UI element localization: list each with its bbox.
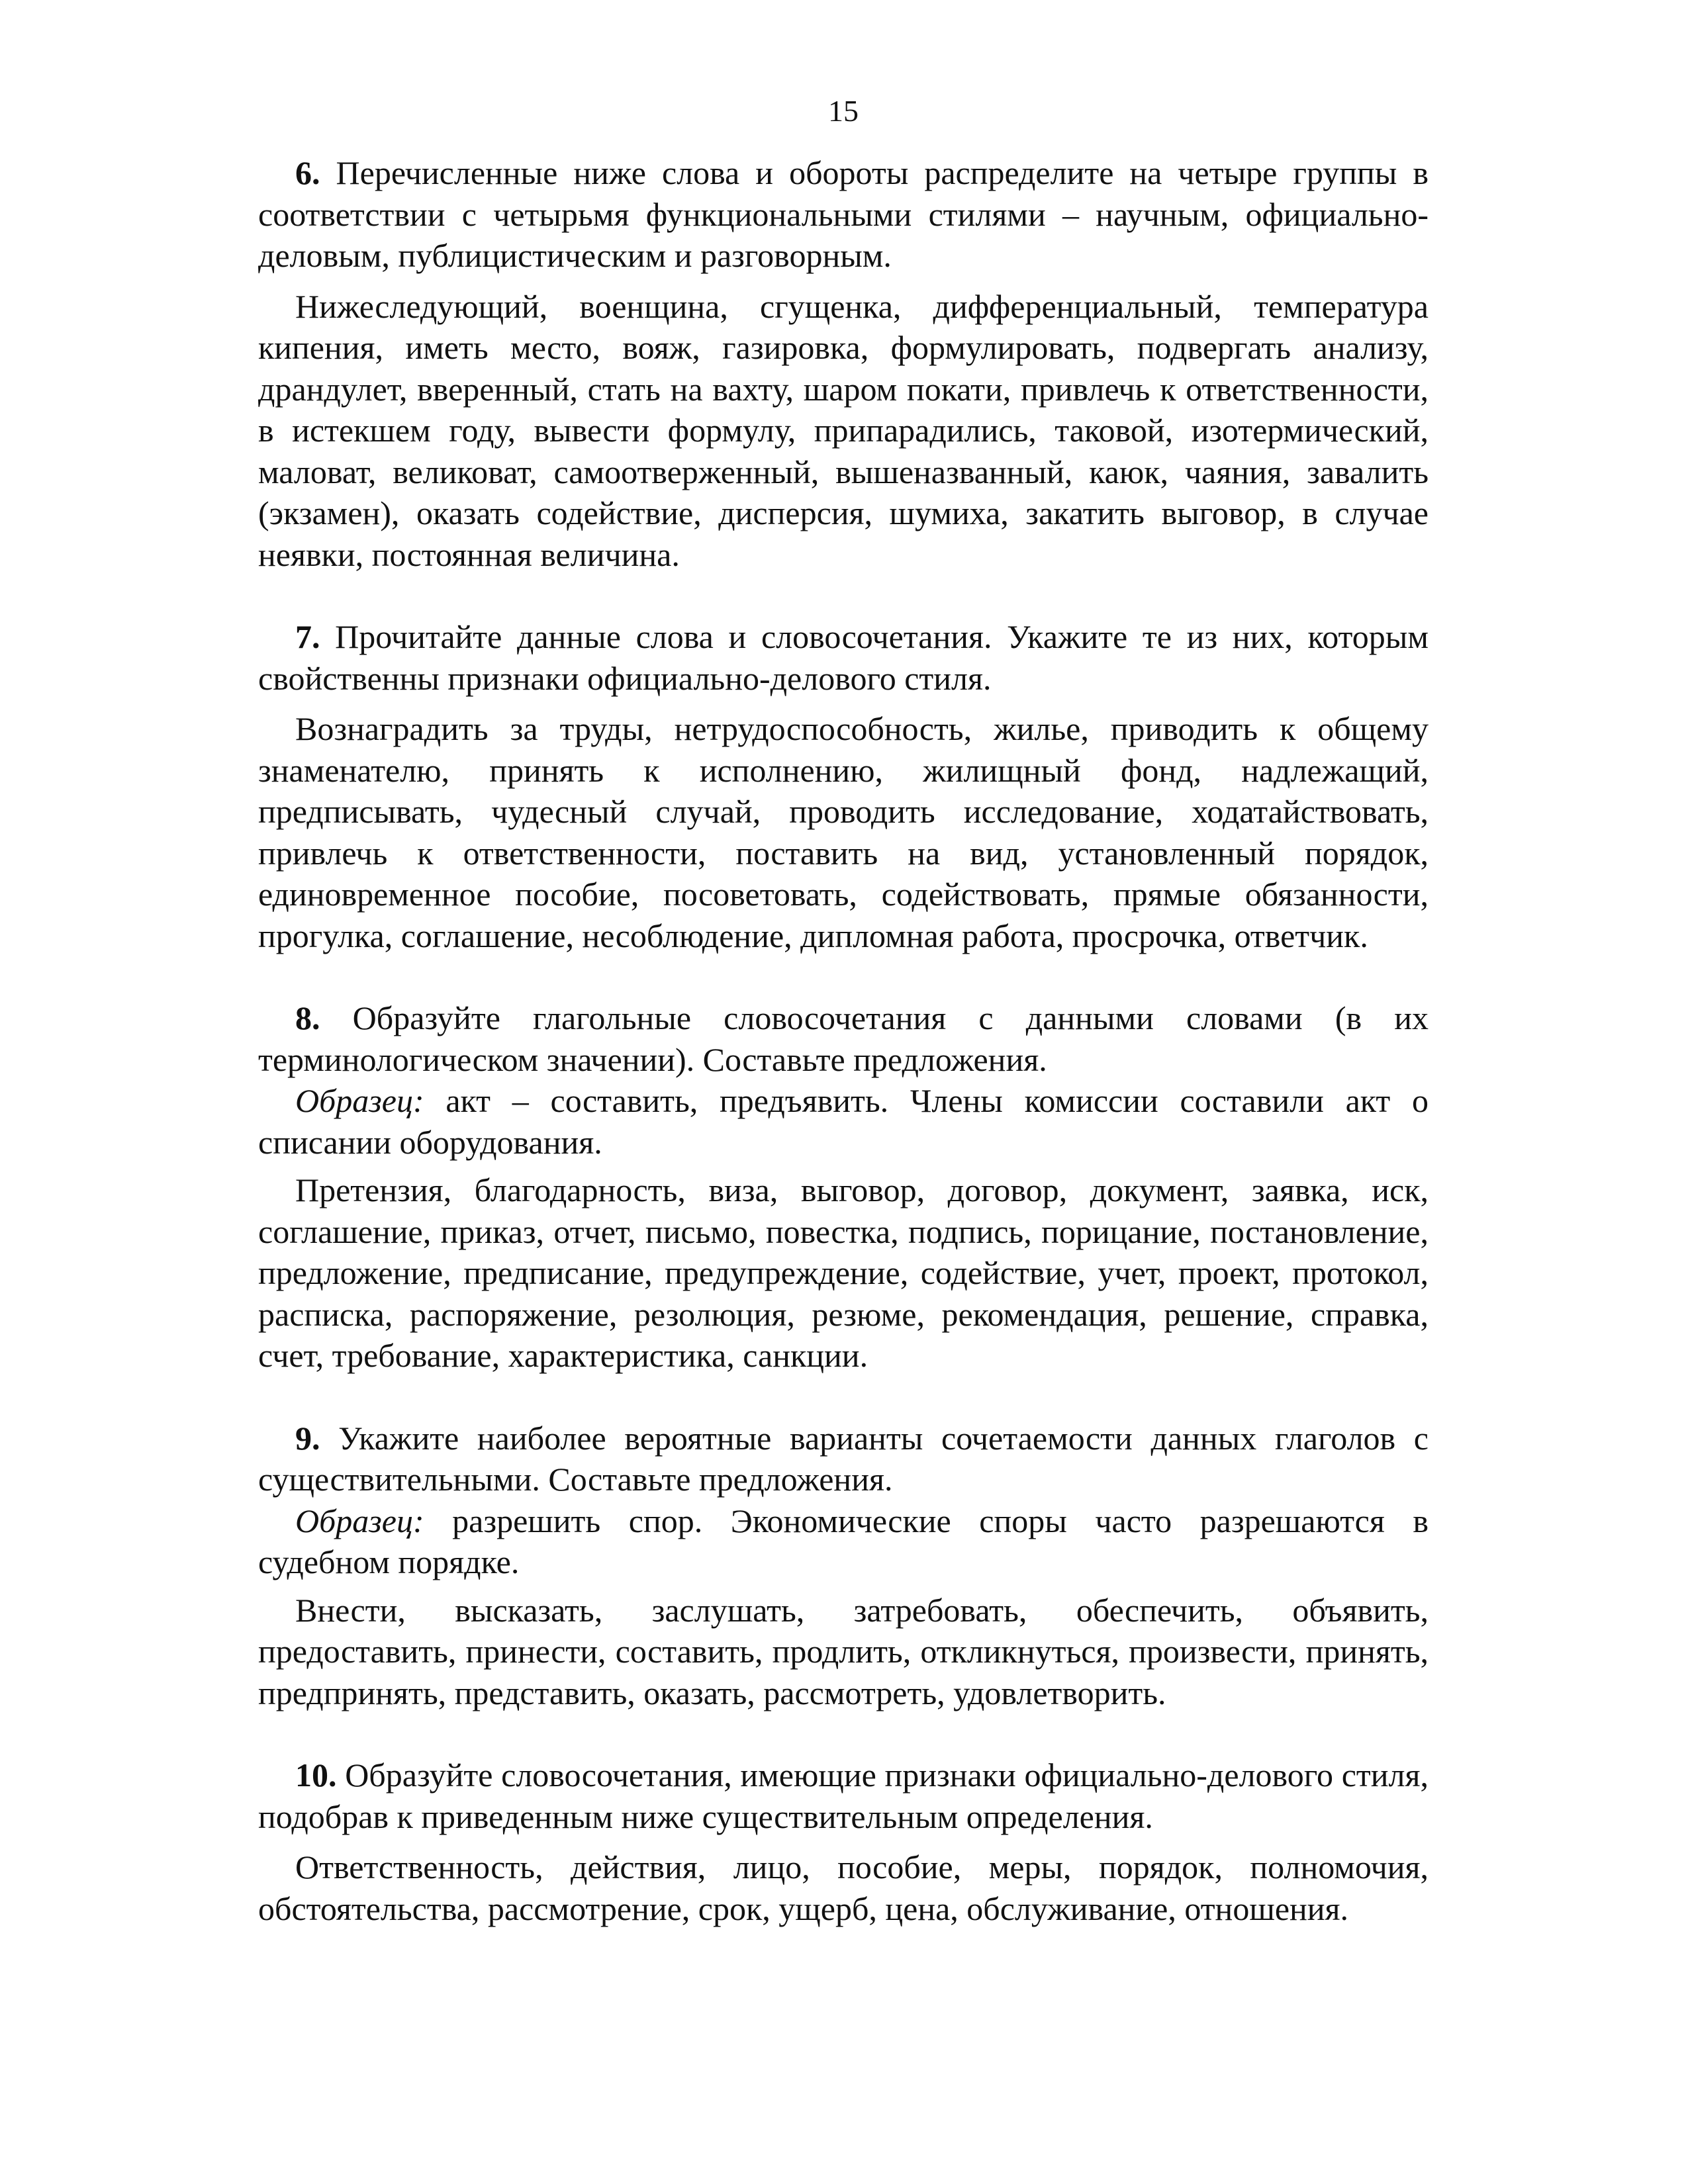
task-text: Образуйте глагольные словосочетания с данными словами (в их терминологическом значении). Составьте предложения.	[258, 999, 1429, 1078]
exercise-9	[258, 1418, 1429, 1714]
exercise-7	[258, 616, 1429, 956]
sample-label: Образец:	[295, 1502, 424, 1539]
sample-text: разрешить спор. Экономические споры часто разрешаются в судебном порядке.	[258, 1502, 1429, 1580]
task-text: Прочитайте данные слова и словосочетания. Укажите те из них, которым свойственны признаки официально-делового стиля.	[258, 618, 1429, 697]
exercise-8	[258, 997, 1429, 1377]
page-number: 15	[828, 94, 859, 128]
exercise-number: 6.	[295, 154, 320, 191]
sample-example	[258, 1500, 1429, 1583]
word-list: Вознаградить за труды, нетрудоспособность, жилье, приводить к общему знаменателю, принять к исполнению, жилищный фонд, надлежащий, предписывать, чудесный случай, проводить исследование, ходатайствовать, привлечь к ответственности, поставить на вид, установленный порядок, единовременное пособие, посоветовать, содействовать, прямые обязанности, прогулка, соглашение, несоблюдение, дипломная работа, просрочка, ответчик.	[258, 710, 1429, 954]
task-text: Укажите наиболее вероятные варианты сочетаемости данных глаголов с существительными. Составьте предложения.	[258, 1419, 1429, 1498]
exercise-number: 10.	[295, 1756, 337, 1794]
word-list: Нижеследующий, военщина, сгущенка, дифференциальный, температура кипения, иметь место, вояж, газировка, формулировать, подвергать анализу, драндулет, вверенный, стать на вахту, шаром покати, привлечь к ответственности, в истекшем году, вывести формулу, припарадились, таковой, изотермический, маловат, великоват, самоотверженный, вышеназванный, каюк, чаяния, завалить (экзамен), оказать содействие, дисперсия, шумиха, закатить выговор, в случае неявки, постоянная величина.	[258, 287, 1429, 573]
word-list: Претензия, благодарность, виза, выговор, договор, документ, заявка, иск, соглашение, приказ, отчет, письмо, повестка, подпись, порицание, постановление, предложение, предписание, предупреждение, содействие, учет, проект, протокол, расписка, распоряжение, резолюция, резюме, рекомендация, решение, справка, счет, требование, характеристика, санкции.	[258, 1171, 1429, 1374]
exercise-number: 8.	[295, 999, 320, 1036]
exercise-number: 9.	[295, 1419, 320, 1457]
page-content	[258, 152, 1429, 1970]
exercise-task	[258, 152, 1429, 277]
sample-example	[258, 1080, 1429, 1163]
task-text: Перечисленные ниже слова и обороты распределите на четыре группы в соответствии с четырьмя функциональными стилями – научным, официально-деловым, публицистическим и разговорным.	[258, 154, 1429, 274]
task-text: Образуйте словосочетания, имеющие признаки официально-делового стиля, подобрав к приведенным ниже существительным определения.	[258, 1756, 1429, 1835]
exercise-task	[258, 1754, 1429, 1837]
exercise-task	[258, 1418, 1429, 1500]
exercise-6	[258, 152, 1429, 575]
sample-text: акт – составить, предъявить. Члены комиссии составили акт о списании оборудования.	[258, 1082, 1429, 1161]
sample-label: Образец:	[295, 1082, 424, 1119]
word-list: Ответственность, действия, лицо, пособие, меры, порядок, полномочия, обстоятельства, рассмотрение, срок, ущерб, цена, обслуживание, отношения.	[258, 1848, 1429, 1927]
exercise-task	[258, 997, 1429, 1080]
exercise-number: 7.	[295, 618, 320, 655]
word-list: Внести, высказать, заслушать, затребовать, обеспечить, объявить, предоставить, принести, составить, продлить, откликнуться, произвести, принять, предпринять, представить, оказать, рассмотреть, удовлетворить.	[258, 1591, 1429, 1711]
exercise-10	[258, 1754, 1429, 1929]
exercise-task	[258, 616, 1429, 699]
document-page	[258, 0, 1429, 2184]
